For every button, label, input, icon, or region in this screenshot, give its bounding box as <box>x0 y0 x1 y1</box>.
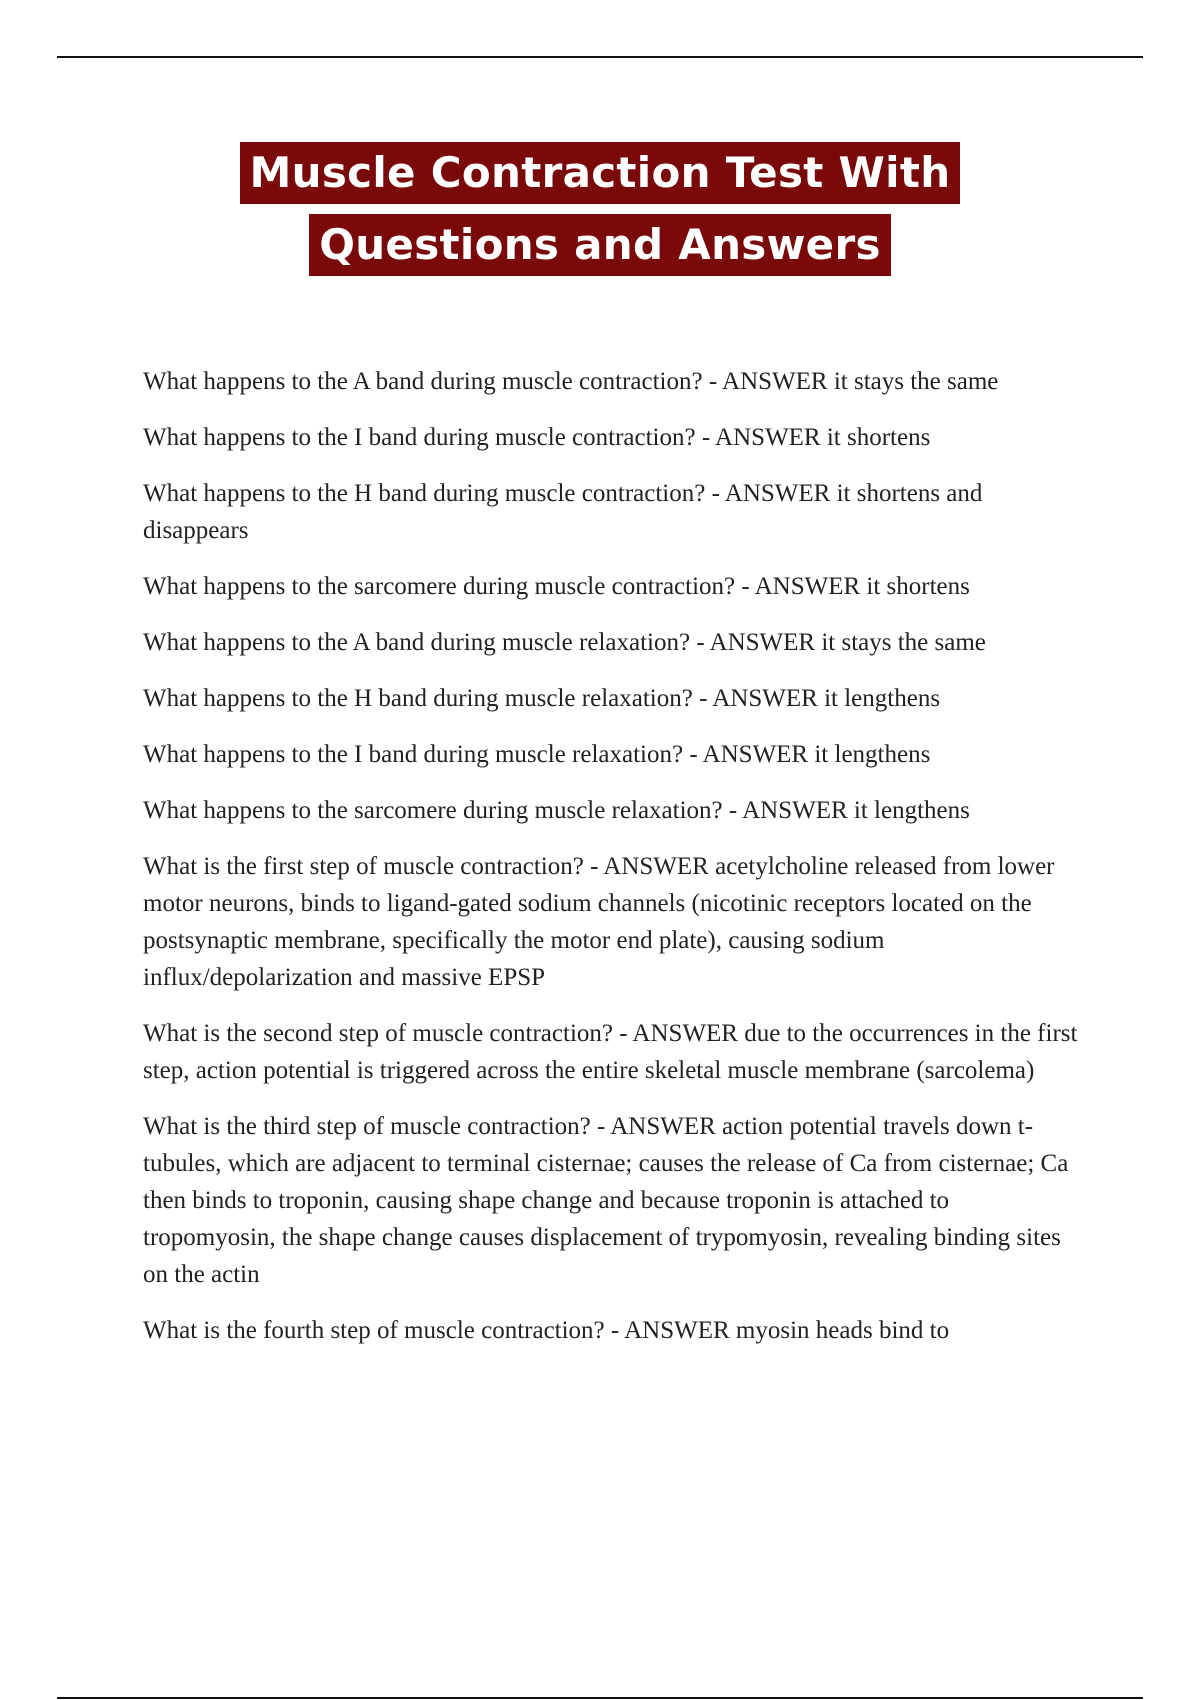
top-divider <box>57 56 1143 58</box>
document-title <box>0 142 1200 276</box>
answer-text: it lengthens <box>814 741 931 768</box>
answer-text: it shortens <box>866 573 970 600</box>
bottom-divider <box>57 1697 1143 1699</box>
question-text: What is the fourth step of muscle contraction? <box>143 1317 605 1344</box>
qa-item <box>143 736 1083 773</box>
title-line-1: Muscle Contraction Test With <box>240 142 961 204</box>
answer-separator: - ANSWER <box>722 797 854 824</box>
title-line-2: Questions and Answers <box>309 214 891 276</box>
answer-text: action potential travels down t-tubules, which are adjacent to terminal cisternae; causes the release of Ca from cisternae; Ca then binds to troponin, causing shape change and because troponin is attached to tropomyosin, the shape change causes displacement of trypomyosin, revealing binding sites on the actin <box>143 1113 1069 1288</box>
qa-item <box>143 624 1083 661</box>
answer-separator: - ANSWER <box>590 1113 723 1140</box>
question-text: What happens to the A band during muscle contraction? <box>143 368 703 395</box>
answer-separator: - ANSWER <box>735 573 867 600</box>
qa-item <box>143 475 1083 549</box>
answer-text: it stays the same <box>833 368 999 395</box>
question-text: What happens to the H band during muscle relaxation? <box>143 685 693 712</box>
answer-separator: - ANSWER <box>583 853 716 880</box>
answer-separator: - ANSWER <box>702 368 834 395</box>
qa-list <box>143 363 1083 1368</box>
question-text: What is the first step of muscle contraction? <box>143 853 584 880</box>
answer-separator: - ANSWER <box>683 741 815 768</box>
answer-separator: - ANSWER <box>705 480 837 507</box>
question-text: What happens to the A band during muscle relaxation? <box>143 629 691 656</box>
answer-separator: - ANSWER <box>690 629 822 656</box>
answer-text: it stays the same <box>821 629 986 656</box>
answer-text: myosin heads bind to <box>735 1317 950 1344</box>
question-text: What happens to the sarcomere during muscle relaxation? <box>143 797 723 824</box>
question-text: What is the third step of muscle contraction? <box>143 1113 591 1140</box>
qa-item <box>143 1312 1083 1349</box>
answer-text: it lengthens <box>824 685 941 712</box>
qa-item <box>143 568 1083 605</box>
question-text: What happens to the sarcomere during muscle contraction? <box>143 573 736 600</box>
qa-item <box>143 1015 1083 1089</box>
question-text: What happens to the H band during muscle contraction? <box>143 480 706 507</box>
qa-item <box>143 680 1083 717</box>
answer-separator: - ANSWER <box>604 1317 736 1344</box>
answer-text: it shortens <box>826 424 931 451</box>
qa-item <box>143 792 1083 829</box>
question-text: What happens to the I band during muscle relaxation? <box>143 741 684 768</box>
answer-text: it lengthens <box>853 797 970 824</box>
question-text: What happens to the I band during muscle contraction? <box>143 424 696 451</box>
qa-item <box>143 848 1083 996</box>
qa-item <box>143 363 1083 400</box>
answer-text: acetylcholine released from lower motor neurons, binds to ligand-gated sodium channels (nicotinic receptors located on the postsynaptic membrane, specifically the motor end plate), causing sodium influx/depolarization and massive EPSP <box>143 853 1055 991</box>
answer-separator: - ANSWER <box>692 685 825 712</box>
answer-separator: - ANSWER <box>612 1020 745 1047</box>
answer-text: it shortens and disappears <box>143 480 983 544</box>
qa-item <box>143 419 1083 456</box>
question-text: What is the second step of muscle contraction? <box>143 1020 613 1047</box>
qa-item <box>143 1108 1083 1293</box>
answer-text: due to the occurrences in the first step, action potential is triggered across the entire skeletal muscle membrane (sarcolema) <box>143 1020 1078 1084</box>
answer-separator: - ANSWER <box>695 424 827 451</box>
